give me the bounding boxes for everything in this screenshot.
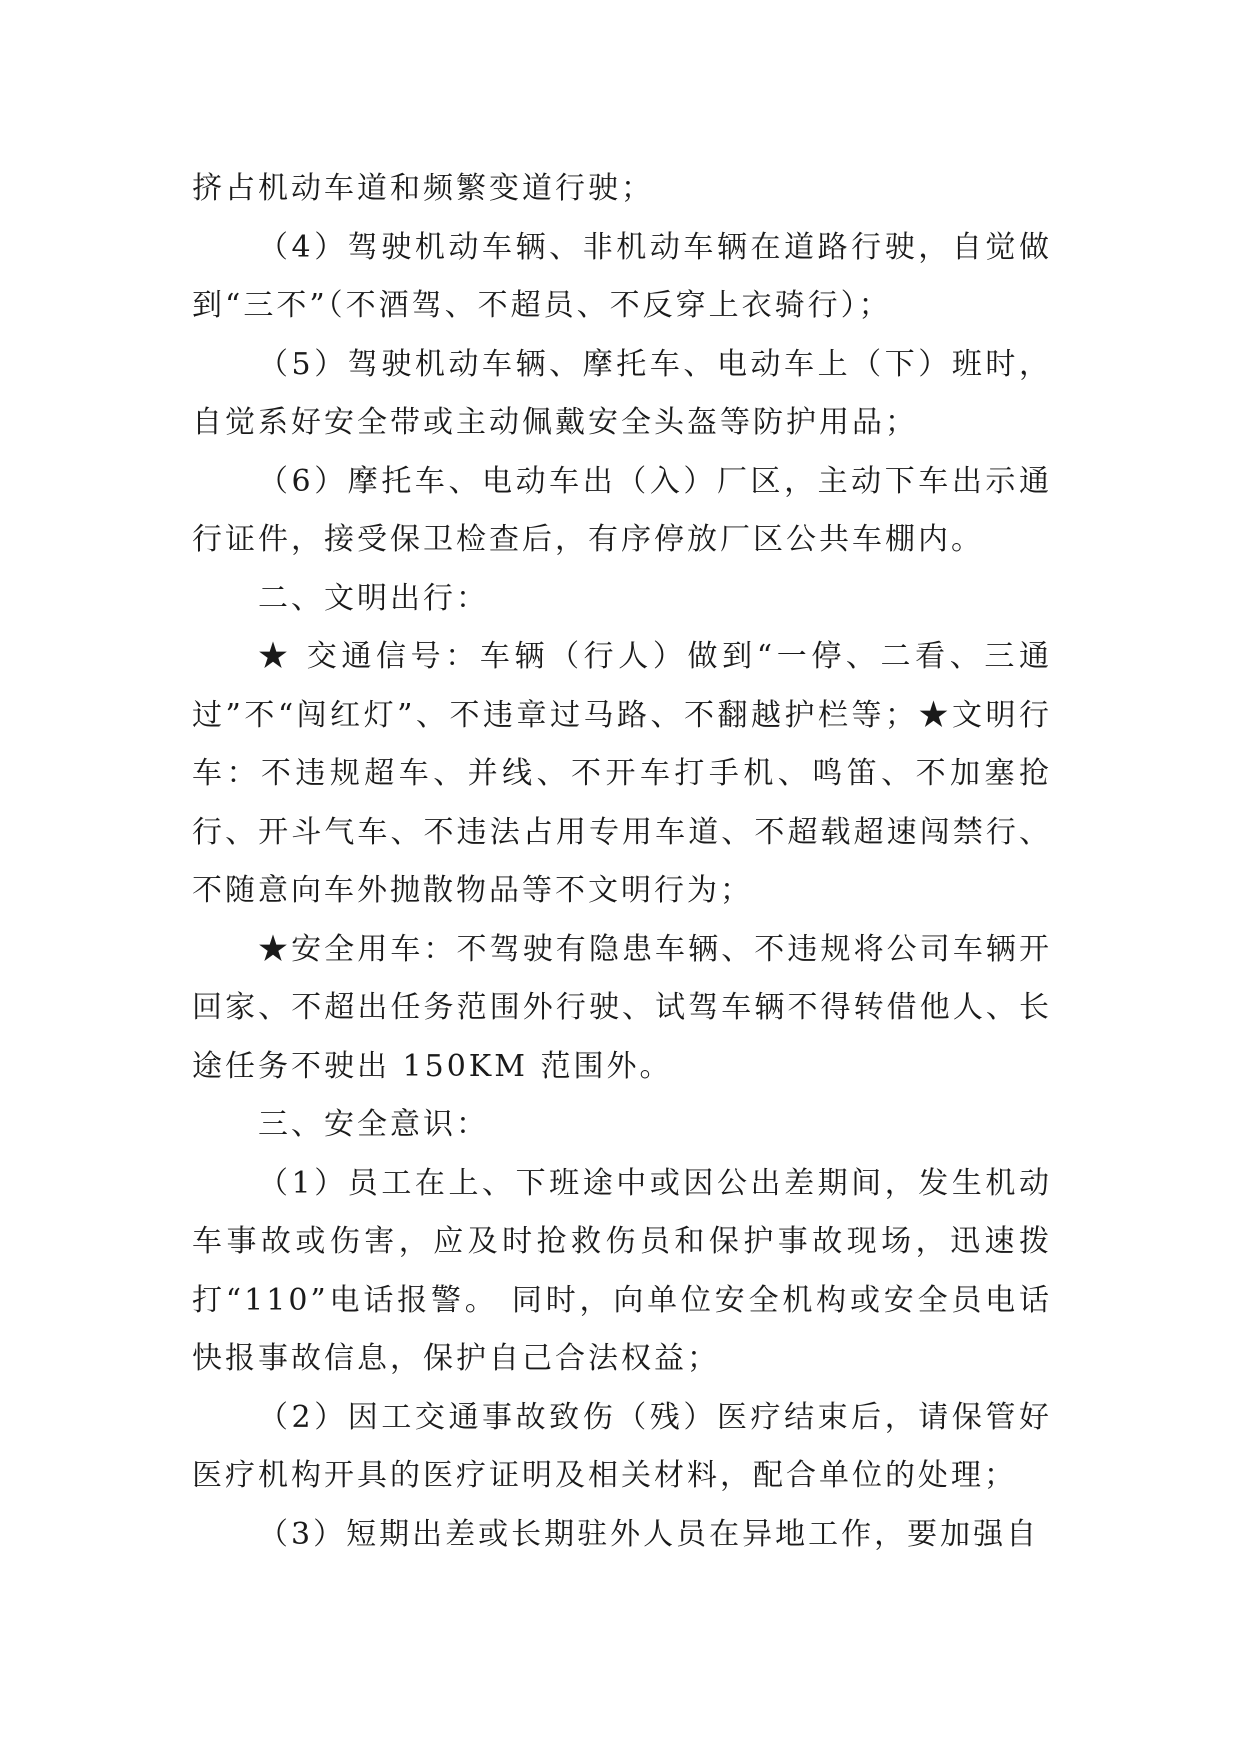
paragraph-item-4: （4）驾驶机动车辆、非机动车辆在道路行驶，自觉做到“三不”（不酒驾、不超员、不反穿上衣骑行）； xyxy=(192,229,1052,323)
paragraph-continuation: 挤占机动车道和频繁变道行驶； xyxy=(192,171,654,206)
paragraph-safe-vehicle-use: ★安全用车：不驾驶有隐患车辆、不违规将公司车辆开回家、不超出任务范围外行驶、试驾车辆不得转借他人、长途任务不驶出 150KM 范围外。 xyxy=(192,931,1052,1084)
paragraph-item-5: （5）驾驶机动车辆、摩托车、电动车上（下）班时，自觉系好安全带或主动佩戴安全头盔等防护用品； xyxy=(192,346,1052,440)
section-heading-civilized-travel: 二、文明出行： xyxy=(258,580,489,616)
paragraph-item-6: （6）摩托车、电动车出（入）厂区，主动下车出示通行证件，接受保卫检查后，有序停放厂区公共车棚内。 xyxy=(192,463,1052,557)
paragraph-awareness-2: （2）因工交通事故致伤（残）医疗结束后，请保管好医疗机构开具的医疗证明及相关材料，配合单位的处理； xyxy=(192,1399,1052,1493)
paragraph-traffic-signal: ★ 交通信号：车辆（行人）做到“一停、二看、三通过”不“闯红灯”、不违章过马路、不翻越护栏等；★文明行车：不违规超车、并线、不开车打手机、鸣笛、不加塞抢行、开斗气车、不违法占用专用车道、不超载超速闯禁行、不随意向车外抛散物品等不文明行为； xyxy=(192,639,1052,908)
document-body xyxy=(192,160,1052,1564)
paragraph-awareness-1: （1）员工在上、下班途中或因公出差期间，发生机动车事故或伤害，应及时抢救伤员和保护事故现场，迅速拨打“110”电话报警。 同时，向单位安全机构或安全员电话快报事故信息，保护自己合法权益； xyxy=(192,1165,1052,1376)
paragraph-awareness-3: （3）短期出差或长期驻外人员在异地工作，要加强自 xyxy=(258,1516,1040,1552)
section-heading-safety-awareness: 三、安全意识： xyxy=(258,1107,489,1142)
